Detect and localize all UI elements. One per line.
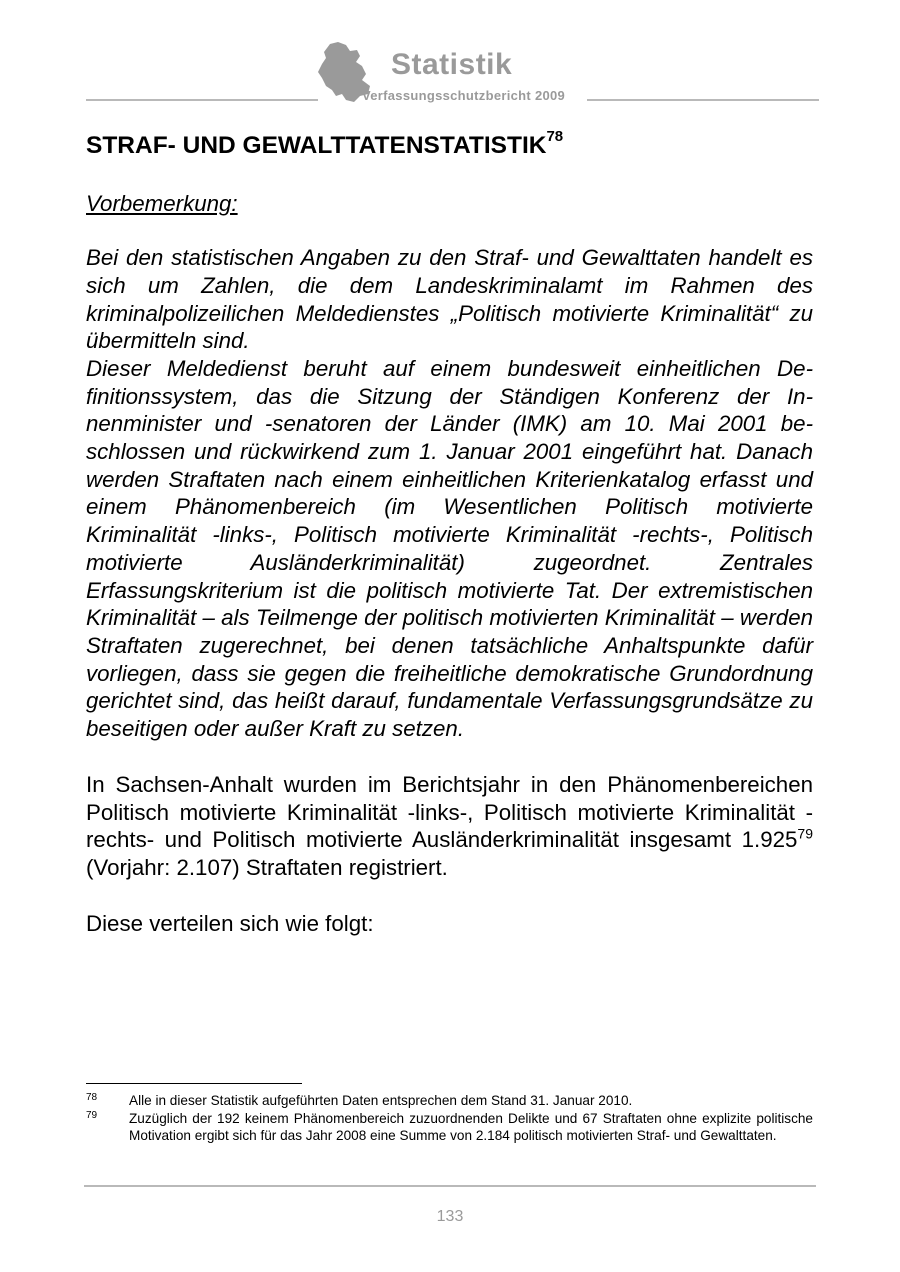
footnote-79 xyxy=(86,1110,813,1145)
preliminary-remark-heading: Vorbemerkung: xyxy=(86,191,238,217)
footnote-number: 79 xyxy=(86,1109,98,1121)
footnote-text: Alle in dieser Statistik aufgeführten Daten entsprechen dem Stand 31. Januar 2010. xyxy=(129,1093,633,1108)
header-rule-left xyxy=(86,99,318,101)
closing-sentence: Diese verteilen sich wie folgt: xyxy=(86,910,374,936)
logo-title: Statistik xyxy=(391,48,513,81)
footer-rule xyxy=(84,1185,816,1187)
footnotes xyxy=(86,1092,813,1145)
footnote-78 xyxy=(86,1092,813,1110)
header-rule-right xyxy=(587,99,819,101)
footnote-number: 78 xyxy=(86,1092,98,1103)
summary-lines: In Sachsen-Anhalt wurden im Berichtsjahr in den Phänomenbereichen Politisch motivierte Kriminalität -links-, Politisch motivierte Kriminalität -rechts- und Politisch motivierte Ausländerkriminalität xyxy=(86,771,813,853)
footnote-ref-78: 78 xyxy=(546,128,564,145)
page-title xyxy=(86,118,813,168)
page-header xyxy=(0,0,900,110)
summary-last-line-end: (Vorjahr: 2.107) Straftaten registriert. xyxy=(86,854,448,880)
page-title-text: STRAF- UND GEWALTTATENSTATISTIK xyxy=(86,132,547,160)
summary-paragraph xyxy=(86,771,813,882)
main-content xyxy=(86,118,813,937)
intro-paragraph-1: Bei den statistischen Angaben zu den Straf- und Gewalttaten handelt es sich um Zahlen, die dem Landeskriminalamt im Rahmen des kriminalpolizeilichen Meldedienstes „Politisch motivierte Kriminalität“ zu übermitteln sind. xyxy=(86,245,813,354)
page-number: 133 xyxy=(436,1208,464,1225)
footnote-text: Zuzüglich der 192 keinem Phänomenbereich zuzuordnenden Delikte und 67 Straftaten ohne explizite politische Motivation ergibt sich für das Jahr 2008 eine Summe von 2.184 politisch motivierten Straf- und Gewalttaten. xyxy=(129,1110,813,1143)
footnote-ref-79: 79 xyxy=(797,825,813,842)
intro-paragraph-2: Dieser Meldedienst beruht auf einem bundesweit einheitlichen Definitionssystem, das die Sitzung der Ständigen Konferenz der Innenminister und -senatoren der Länder (IMK) am 10. Mai 2001 beschlossen und rückwirkend zum 1. Januar 2001 eingeführt hat. Danach werden Straftaten nach einem einheitlichen Kriterienkatalog erfasst und einem Phänomenbereich (im Wesentlichen Politisch motivierte Kriminalität -links-, Politisch motivierte Kriminalität -rechts-, Politisch motivierte Ausländerkriminalität) zugeordnet. Zentrales Erfassungskriterium ist die politisch motivierte Tat. Der extremistischen Kriminalität – als Teilmenge der politisch motivierten Kriminalität – werden Straftaten zugerechnet, bei denen tatsächliche Anhaltspunkte dafür vorliegen, dass sie gegen die freiheitliche demokratische Grundordnung gerichtet sind, das heißt darauf, fundamentale Verfassungsgrundsätze zu beseitigen oder außer Kraft zu setzen. xyxy=(86,355,813,742)
footnote-separator xyxy=(86,1083,302,1084)
summary-last-line-start: insgesamt 1.925 xyxy=(629,827,798,853)
logo-subtitle: Verfassungsschutzbericht 2009 xyxy=(362,88,566,103)
